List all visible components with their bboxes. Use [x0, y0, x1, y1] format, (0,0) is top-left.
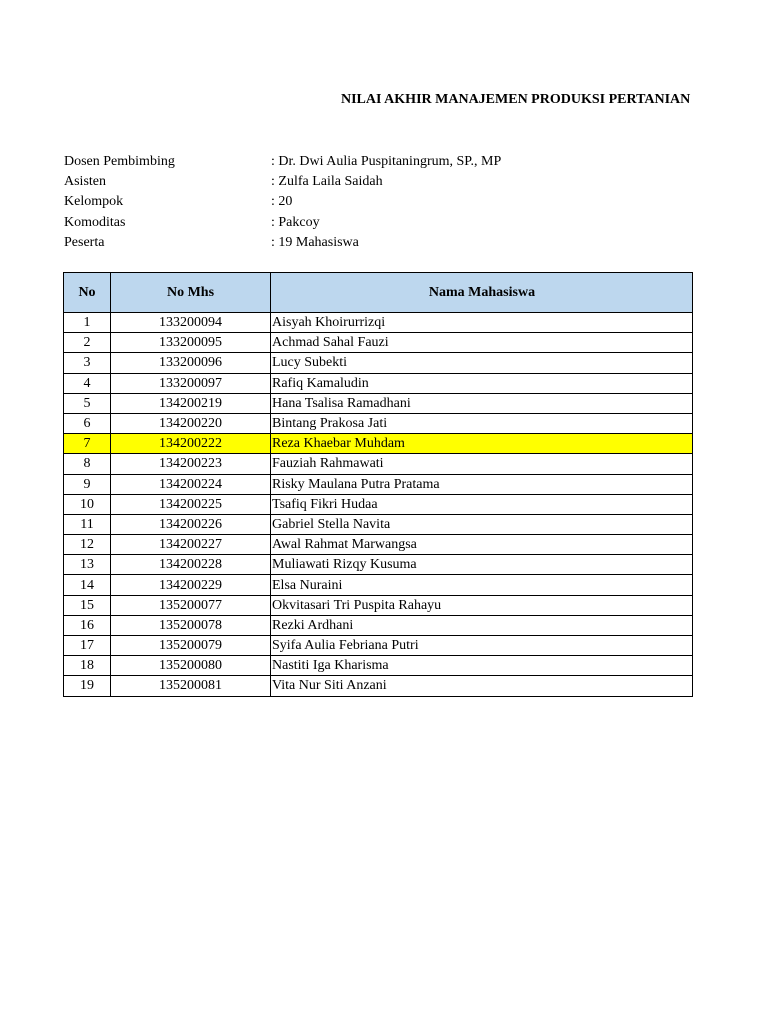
- cell-no: 5: [64, 393, 111, 413]
- cell-no-mhs: 135200079: [111, 636, 271, 656]
- cell-nama: Nastiti Iga Kharisma: [271, 656, 693, 676]
- cell-no: 4: [64, 373, 111, 393]
- cell-nama: Rafiq Kamaludin: [271, 373, 693, 393]
- page-title: NILAI AKHIR MANAJEMEN PRODUKSI PERTANIAN: [341, 92, 691, 107]
- table-header-row: [64, 273, 693, 313]
- table-row: [64, 514, 693, 534]
- cell-no-mhs: 135200078: [111, 615, 271, 635]
- info-label: Peserta: [64, 234, 105, 250]
- table-row: [64, 353, 693, 373]
- cell-nama: Gabriel Stella Navita: [271, 514, 693, 534]
- cell-no-mhs: 135200081: [111, 676, 271, 696]
- cell-nama: Hana Tsalisa Ramadhani: [271, 393, 693, 413]
- header-nama: Nama Mahasiswa: [271, 273, 693, 313]
- table-row: [64, 676, 693, 696]
- cell-no: 19: [64, 676, 111, 696]
- table-body: [64, 313, 693, 697]
- table-row: [64, 595, 693, 615]
- cell-no: 13: [64, 555, 111, 575]
- cell-nama: Vita Nur Siti Anzani: [271, 676, 693, 696]
- cell-nama: Awal Rahmat Marwangsa: [271, 535, 693, 555]
- cell-no-mhs: 133200094: [111, 313, 271, 333]
- info-value: : 20: [271, 194, 293, 210]
- info-label: Dosen Pembimbing: [64, 154, 175, 169]
- cell-nama: Risky Maulana Putra Pratama: [271, 474, 693, 494]
- table-row: [64, 656, 693, 676]
- cell-no-mhs: 134200222: [111, 434, 271, 454]
- cell-nama: Muliawati Rizqy Kusuma: [271, 555, 693, 575]
- header-no: No: [64, 273, 111, 313]
- cell-no: 18: [64, 656, 111, 676]
- cell-no: 6: [64, 413, 111, 433]
- cell-no-mhs: 135200080: [111, 656, 271, 676]
- cell-no-mhs: 133200097: [111, 373, 271, 393]
- info-label: Komoditas: [64, 214, 126, 230]
- info-label: Kelompok: [64, 194, 124, 210]
- table-row: [64, 333, 693, 353]
- info-value: : Dr. Dwi Aulia Puspitaningrum, SP., MP: [271, 154, 502, 169]
- student-table: [63, 272, 693, 697]
- cell-no-mhs: 134200229: [111, 575, 271, 595]
- table-row: [64, 373, 693, 393]
- info-label: Asisten: [64, 174, 106, 190]
- cell-no: 16: [64, 615, 111, 635]
- cell-no: 10: [64, 494, 111, 514]
- info-value: : 19 Mahasiswa: [271, 234, 359, 250]
- cell-no-mhs: 133200095: [111, 333, 271, 353]
- table-row: [64, 555, 693, 575]
- cell-nama: Syifa Aulia Febriana Putri: [271, 636, 693, 656]
- table-row: [64, 474, 693, 494]
- header-no-mhs: No Mhs: [111, 273, 271, 313]
- table-row: [64, 313, 693, 333]
- cell-no-mhs: 134200228: [111, 555, 271, 575]
- table-row: [64, 393, 693, 413]
- cell-no: 11: [64, 514, 111, 534]
- info-value: : Zulfa Laila Saidah: [271, 174, 383, 190]
- table-row: [64, 575, 693, 595]
- cell-nama: Lucy Subekti: [271, 353, 693, 373]
- cell-no-mhs: 134200223: [111, 454, 271, 474]
- cell-no: 1: [64, 313, 111, 333]
- cell-no: 14: [64, 575, 111, 595]
- cell-no-mhs: 134200219: [111, 393, 271, 413]
- table-row: [64, 454, 693, 474]
- table-row: [64, 494, 693, 514]
- cell-nama: Tsafiq Fikri Hudaa: [271, 494, 693, 514]
- table-row: [64, 636, 693, 656]
- cell-no: 2: [64, 333, 111, 353]
- cell-nama: Achmad Sahal Fauzi: [271, 333, 693, 353]
- cell-no: 15: [64, 595, 111, 615]
- cell-no-mhs: 133200096: [111, 353, 271, 373]
- cell-no: 8: [64, 454, 111, 474]
- cell-no: 17: [64, 636, 111, 656]
- cell-nama: Aisyah Khoirurrizqi: [271, 313, 693, 333]
- cell-no-mhs: 134200226: [111, 514, 271, 534]
- cell-no: 7: [64, 434, 111, 454]
- cell-nama: Elsa Nuraini: [271, 575, 693, 595]
- cell-no: 12: [64, 535, 111, 555]
- table-row: [64, 615, 693, 635]
- cell-no-mhs: 134200220: [111, 413, 271, 433]
- cell-no: 9: [64, 474, 111, 494]
- cell-no-mhs: 134200224: [111, 474, 271, 494]
- cell-nama: Bintang Prakosa Jati: [271, 413, 693, 433]
- cell-nama: Fauziah Rahmawati: [271, 454, 693, 474]
- table-row: [64, 535, 693, 555]
- table-row: [64, 434, 693, 454]
- cell-no-mhs: 134200225: [111, 494, 271, 514]
- cell-nama: Okvitasari Tri Puspita Rahayu: [271, 595, 693, 615]
- cell-nama: Reza Khaebar Muhdam: [271, 434, 693, 454]
- cell-no-mhs: 135200077: [111, 595, 271, 615]
- info-value: : Pakcoy: [271, 214, 320, 230]
- cell-no: 3: [64, 353, 111, 373]
- table-row: [64, 413, 693, 433]
- cell-no-mhs: 134200227: [111, 535, 271, 555]
- cell-nama: Rezki Ardhani: [271, 615, 693, 635]
